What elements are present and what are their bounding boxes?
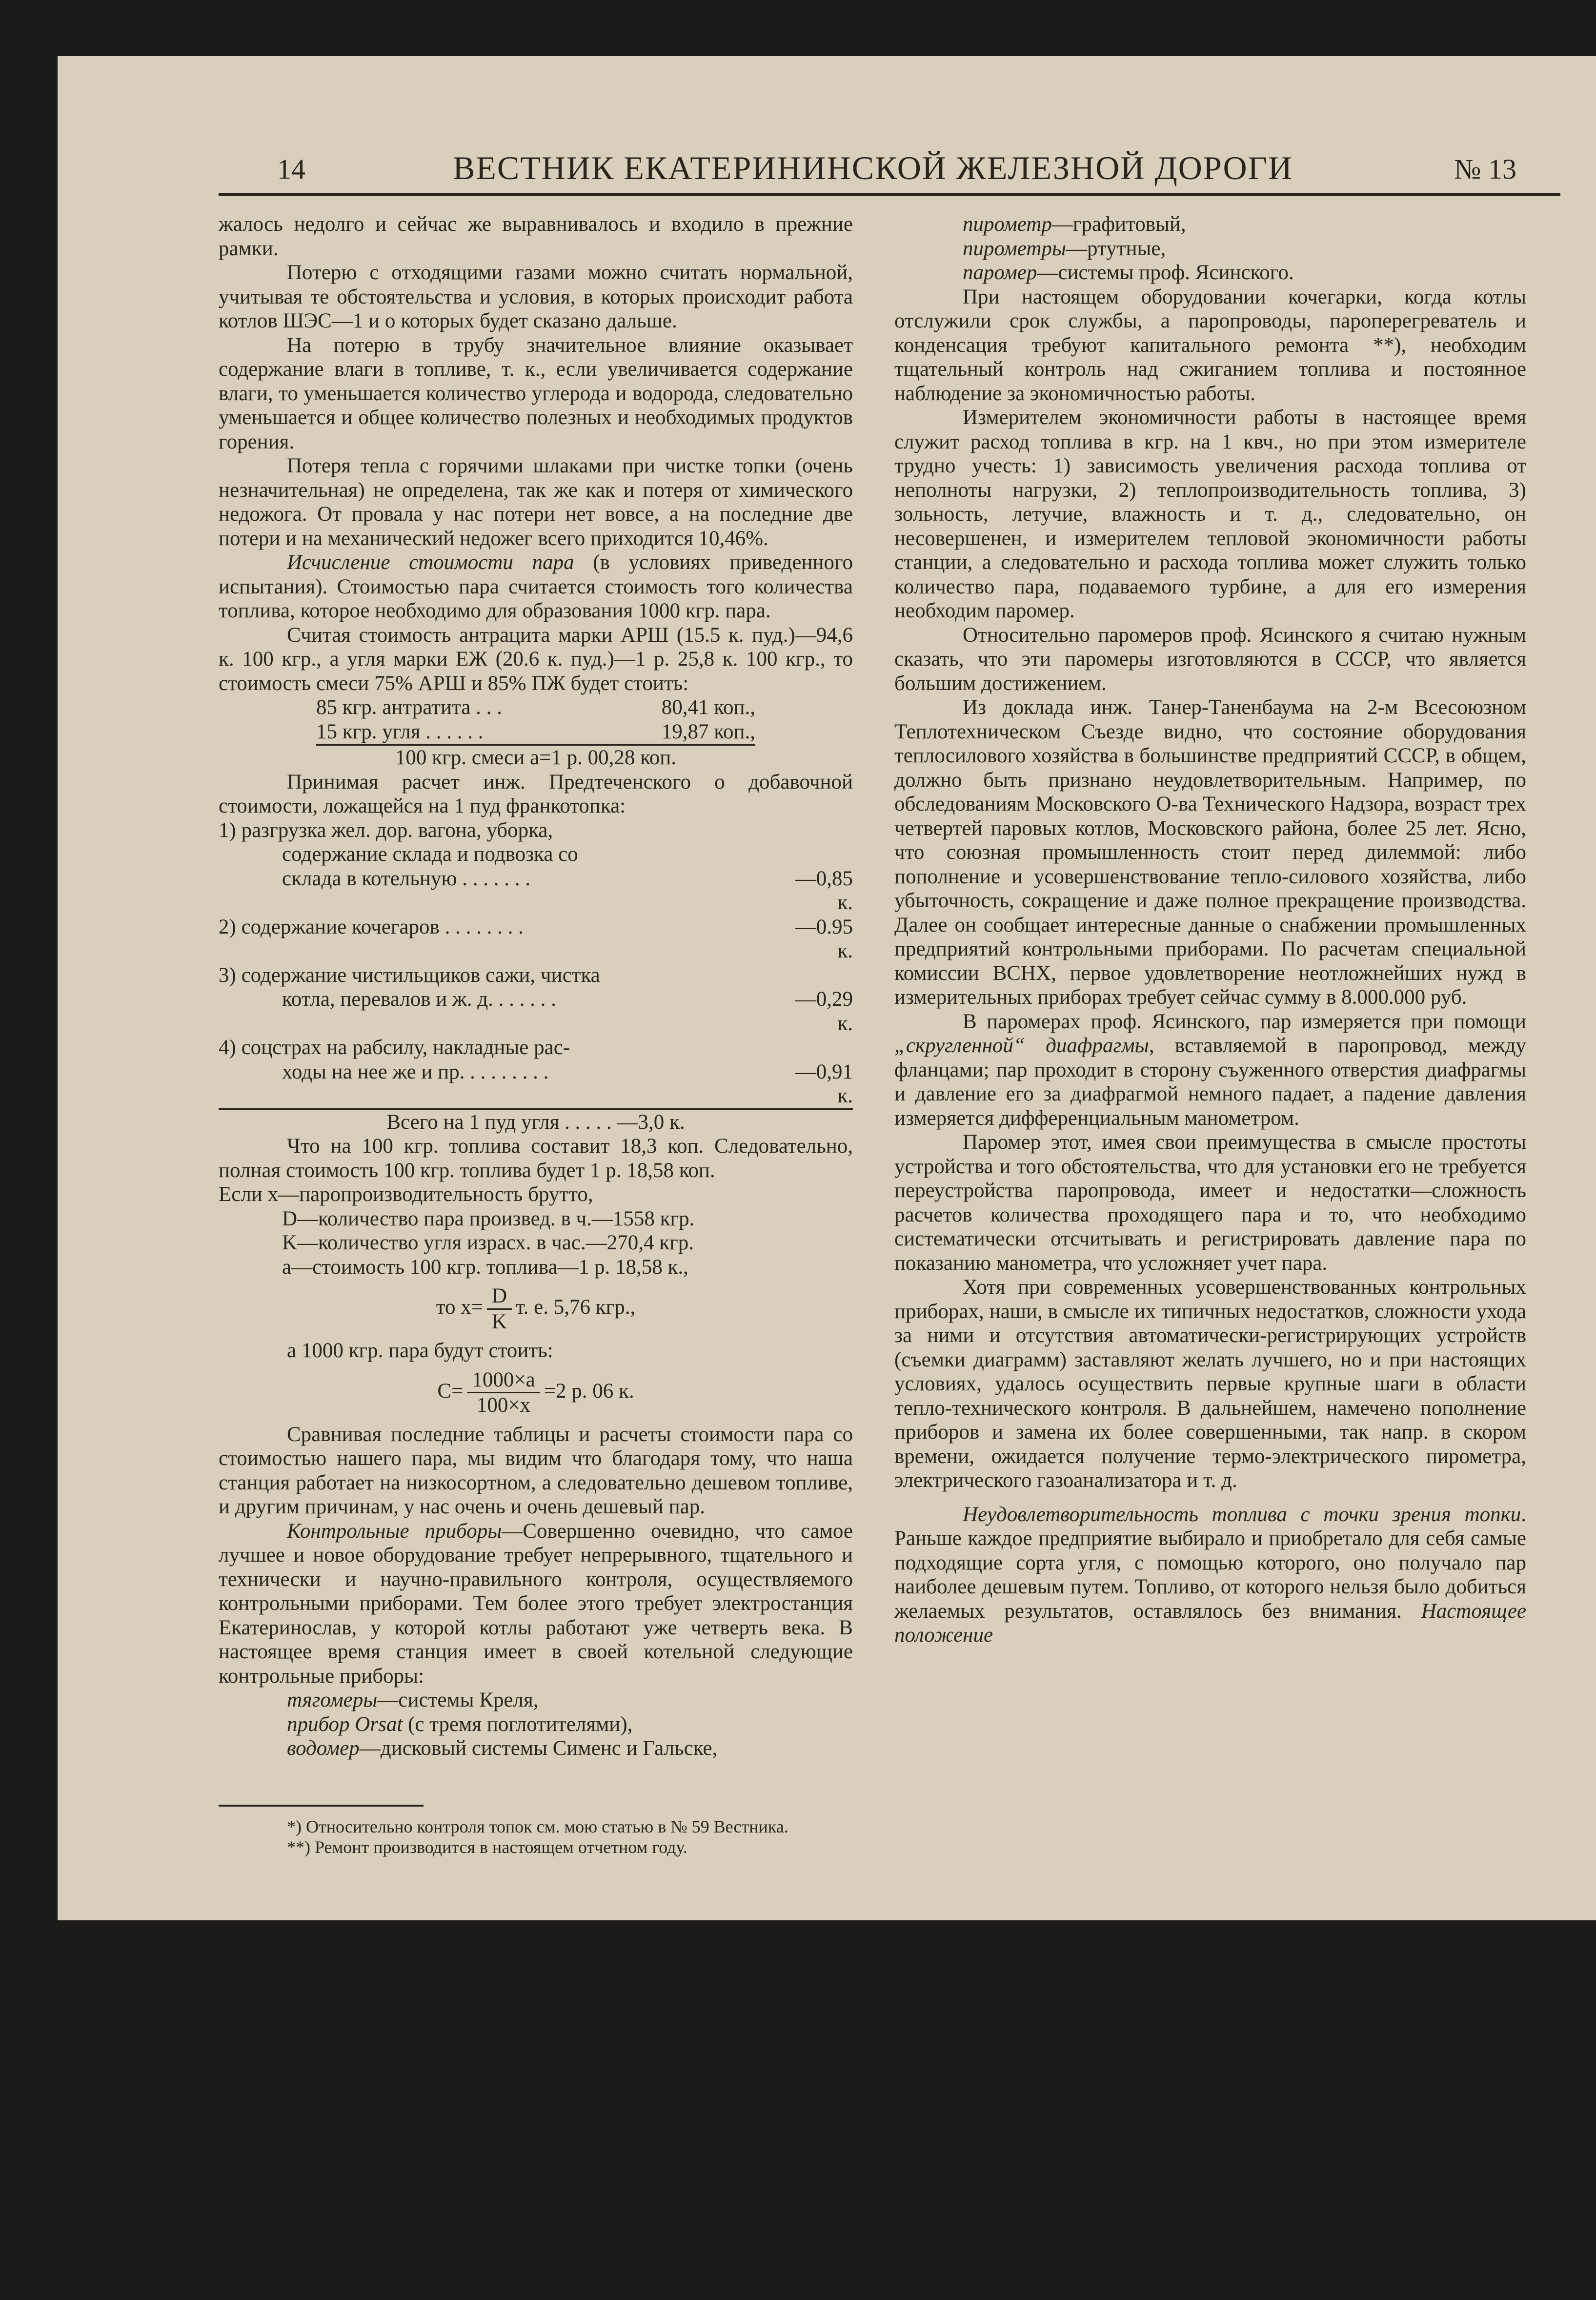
footnote: *) Относительно контроля топок см. мою статью в № 59 Вестника. bbox=[287, 1816, 788, 1836]
footnote: **) Ремонт производится в настоящем отчетном году. bbox=[287, 1837, 687, 1857]
emphasis: „скругленной“ диафрагмы bbox=[894, 1034, 1149, 1057]
instrument-name: тягомеры bbox=[287, 1689, 378, 1711]
journal-title: ВЕСТНИК ЕКАТЕРИНИНСКОЙ ЖЕЛЕЗНОЙ ДОРОГИ bbox=[453, 149, 1293, 186]
page bbox=[58, 56, 1596, 1920]
denominator: 100×x bbox=[476, 1394, 531, 1417]
list-item: 2) содержание кочегаров . . . . . . . . bbox=[219, 915, 524, 938]
definition: D—количество пара произвед. в ч.—1558 кгр. bbox=[282, 1207, 695, 1230]
right-column bbox=[894, 212, 1526, 1881]
instrument-desc: (с тремя поглотителями), bbox=[403, 1712, 633, 1736]
paragraph: Из доклада инж. Танер-Таненбаума на 2-м Всесоюзном Теплотехническом Съезде видно, что состояние оборудования теплосилового хозяйства в большинстве предприятий СССР, в общем, должно быть признано неудовлетворительным. Например, по обследованиям Московского О-ва Технического Надзора, возраст трех четвертей паровых котлов, Московского района, более 25 лет. Ясно, что союзная промышленность стоит перед дилеммой: либо пополнение и усовершенствование тепло-силового хозяйства, либо убыточность, сокращение и даже полное прекращение производства. Далее он сообщает интересные данные о снабжении промышленных предприятий контрольными приборами. По расчетам специальной комиссии ВСНХ, первое удовлетворение неотложнейших нужд в измерительных приборах требует сейчас сумму в 8.000.000 руб. bbox=[894, 696, 1526, 1009]
list-value: —0.95 к. bbox=[795, 915, 853, 962]
list-item bbox=[287, 1736, 853, 1761]
list-item: ходы на нее же и пр. . . . . . . . . bbox=[282, 1060, 549, 1083]
formula-lhs: то x= bbox=[436, 1295, 483, 1319]
list-item bbox=[287, 1688, 853, 1712]
denominator: K bbox=[492, 1310, 507, 1333]
instrument-desc: —системы проф. Ясинского. bbox=[1037, 261, 1294, 284]
section-heading: Контрольные приборы bbox=[287, 1519, 502, 1543]
instrument-desc: —дисковый системы Сименс и Гальске, bbox=[359, 1737, 718, 1760]
list-total: Всего на 1 пуд угля . . . . . —3,0 к. bbox=[386, 1110, 685, 1134]
list-item bbox=[963, 237, 1526, 261]
paragraph bbox=[894, 1503, 1526, 1648]
list-item: 1) разгрузка жел. дор. вагона, уборка, bbox=[219, 818, 553, 842]
paragraph: При настоящем оборудовании кочегарки, когда котлы отслужили срок службы, а паропроводы, пароперегреватель и конденсация требуют капитального ремонта **), необходим тщательный контроль над сжиганием топлива и постоянное наблюдение за экономичностью работы. bbox=[894, 285, 1526, 405]
left-column bbox=[219, 212, 853, 1881]
list-item bbox=[287, 1712, 853, 1737]
section-heading: Неудовлетворительность топлива с точки зрения топки bbox=[963, 1503, 1521, 1526]
instrument-name: водомер bbox=[287, 1737, 360, 1760]
paragraph: Относительно паромеров проф. Ясинского я считаю нужным сказать, что эти паромеры изготовляются в СССР, что является большим достижением. bbox=[894, 623, 1526, 695]
formula-x bbox=[219, 1284, 853, 1334]
calc-label: 85 кгр. антратита . . . bbox=[316, 696, 502, 719]
definition: K—количество угля израсх. в час.—270,4 кгр. bbox=[282, 1231, 694, 1254]
paragraph-text: . Раньше каждое предприятие выбирало и приобретало для себя самые подходящие сорта угля, с помощью которого, оно получало пар наиболее дешевым путем. Топливо, от которого нельзя было добиться желаемых результатов, оставлялось без внимания. bbox=[894, 1503, 1526, 1623]
list-item: 4) соцстрах на рабсилу, накладные рас- bbox=[219, 1036, 570, 1059]
definition: a—стоимость 100 кгр. топлива—1 р. 18,58 к., bbox=[282, 1255, 688, 1279]
instrument-name: пирометры bbox=[963, 237, 1066, 260]
paragraph: Принимая расчет инж. Предтеченского о добавочной стоимости, ложащейся на 1 пуд франкотопка: bbox=[219, 770, 853, 817]
paragraph-text: , вставляемой в паропровод, между фланцами; пар проходит в сторону съуженного отверстия диафрагмы и давление его за диафрагмой немного падает, а падение давления измеряется дифференциальным манометром. bbox=[894, 1034, 1526, 1130]
numerator: 1000×a bbox=[467, 1368, 540, 1394]
list-item: склада в котельную . . . . . . . bbox=[282, 867, 531, 890]
footnotes bbox=[219, 1816, 853, 1857]
calc-value: 80,41 коп., bbox=[661, 696, 755, 719]
page-number: 14 bbox=[277, 153, 305, 185]
paragraph: Измерителем экономичности работы в настоящее время служит расход топлива в кгр. на 1 квч., но при этом измерителе трудно учесть: 1) зависимость увеличения расхода топлива от неполноты нагрузки, 2) теплопроизводительность топлива, 3) зольность, летучие, влажность и т. д., следовательно, он несовершенен, и измерителем тепловой экономичности работы станции, а следовательно и расхода топлива может служить только количество пара, подаваемого турбине, а для его измерения необходим паромер. bbox=[894, 406, 1526, 622]
list-value: —0,85 к. bbox=[795, 867, 853, 914]
issue-number: № 13 bbox=[1454, 153, 1516, 185]
list-item: 3) содержание чистильщиков сажи, чистка bbox=[219, 963, 600, 987]
instrument-desc: —графитовый, bbox=[1051, 213, 1186, 236]
formula-lhs: C= bbox=[437, 1379, 464, 1403]
numerator: D bbox=[487, 1284, 512, 1310]
instrument-desc: —системы Креля, bbox=[377, 1689, 539, 1711]
calc-total: 100 кгр. смеси a=1 р. 00,28 коп. bbox=[395, 746, 677, 769]
paragraph-text: —Совершенно очевидно, что самое лучшее и новое оборудование требует непрерывного, тщательного и технически и научно-правильного контроля, осуществляемого контрольными приборами. Тем более этого требует электростанция Екатеринослав, у которой котлы работают уже четверть века. В настоящее время станция имеет в своей котельной следующие контрольные приборы: bbox=[219, 1519, 853, 1688]
calc-label: 15 кгр. угля . . . . . . bbox=[316, 720, 484, 743]
instrument-list bbox=[219, 1688, 853, 1761]
fraction bbox=[467, 1368, 540, 1418]
paragraph: Что на 100 кгр. топлива составит 18,3 коп. Следовательно, полная стоимость 100 кгр. топлива будет 1 р. 18,58 коп. bbox=[219, 1135, 853, 1182]
formula-c bbox=[219, 1368, 853, 1418]
calc-value: 19,87 коп., bbox=[661, 720, 755, 743]
paragraph: Сравнивая последние таблицы и расчеты стоимости пара со стоимостью нашего пара, мы видим что благодаря тому, что наша станция работает на низкосортном, а следовательно дешевом топливе, и другим причинам, у нас очень и очень дешевый пар. bbox=[219, 1423, 853, 1518]
instrument-name: пирометр bbox=[963, 213, 1052, 236]
paragraph: Считая стоимость антрацита марки АРШ (15.5 к. пуд.)—94,6 к. 100 кгр., а угля марки ЕЖ (20.6 к. пуд.)—1 р. 25,8 к. 100 кгр., то стоимость смеси 75% АРШ и 85% ПЖ будет стоить: bbox=[219, 623, 853, 695]
instrument-name: прибор Orsat bbox=[287, 1712, 403, 1736]
running-header bbox=[219, 149, 1560, 196]
paragraph: Потерю с отходящими газами можно считать нормальной, учитывая те обстоятельства и условия, в которых происходит работа котлов ШЭС—1 и о которых будет сказано дальше. bbox=[219, 261, 853, 332]
paragraph: Потеря тепла с горячими шлаками при чистке топки (очень незначительная) не определена, так же как и потеря от химического недожога. От провала у нас потери нет вовсе, а на последние две потери и на механический недожег всего приходится 10,46%. bbox=[219, 454, 853, 550]
list-item bbox=[963, 261, 1526, 285]
list-item: котла, перевалов и ж. д. . . . . . . bbox=[282, 988, 556, 1011]
list-item bbox=[963, 212, 1526, 237]
paragraph bbox=[894, 1010, 1526, 1131]
list-value: —0,91 к. bbox=[795, 1060, 853, 1107]
paragraph: На потерю в трубу значительное влияние оказывает содержание влаги в топливе, т. к., если увеличивается содержание влаги, то уменьшается количество углерода и водорода, следовательно уменьшается и общее количество полезных и необходимых продуктов горения. bbox=[219, 333, 853, 453]
section-heading: Исчисление стоимости пара bbox=[287, 551, 574, 574]
footnote-divider bbox=[219, 1805, 424, 1807]
instrument-name: паромер bbox=[963, 261, 1037, 284]
instrument-list bbox=[894, 212, 1526, 285]
cost-calculation bbox=[316, 695, 853, 746]
definition: Если x—паропроизводительность брутто, bbox=[219, 1183, 593, 1206]
definition-list bbox=[219, 1207, 853, 1280]
emphasis: Настоящее положение bbox=[894, 1599, 1526, 1647]
fraction bbox=[487, 1284, 512, 1334]
list-value: —0,29 к. bbox=[795, 988, 853, 1035]
paragraph-text: (в условиях приведенного испытания). Стоимостью пара считается стоимость того количества топлива, которое необходимо для образования 1000 кгр. пара. bbox=[219, 551, 853, 622]
cost-list bbox=[219, 818, 853, 1110]
paragraph: Хотя при современных усовершенствованных контрольных приборах, наши, в смысле их типичных недостатков, сложности ухода за ними и отсутствия автоматически-регистрирующих устройств (съемки диаграмм) заставляют желать лучшего, но и при настоящих условиях, удалось осуществить первые крупные шаги в области тепло-технического контроля. В дальнейшем, намечено пополнение приборов и замена их более совершенными, так напр. в скором времени, ожидается получение термо-электрического пирометра, электрического газоанализатора и т. д. bbox=[894, 1276, 1526, 1492]
formula-rhs: =2 р. 06 к. bbox=[544, 1379, 634, 1403]
list-item: содержание склада и подвозка со bbox=[282, 843, 578, 866]
paragraph-text: В паромерах проф. Ясинского, пар измеряется при помощи bbox=[963, 1010, 1526, 1033]
paragraph bbox=[219, 550, 853, 623]
paragraph: Паромер этот, имея свои преимущества в смысле простоты устройства и того обстоятельства, что для установки его не требуется переустройства паропровода, имеет и недостатки—сложность расчетов количества проходящего пара и то, что необходимо систематически отсчитывать и регистрировать давление пара по показанию манометра, что усложняет учет пара. bbox=[894, 1131, 1526, 1275]
paragraph: жалось недолго и сейчас же выравнивалось и входило в прежние рамки. bbox=[219, 213, 853, 260]
instrument-desc: —ртутные, bbox=[1066, 237, 1166, 260]
formula-rhs: т. е. 5,76 кгр., bbox=[516, 1295, 636, 1319]
paragraph: а 1000 кгр. пара будут стоить: bbox=[287, 1339, 553, 1362]
paragraph bbox=[219, 1519, 853, 1689]
